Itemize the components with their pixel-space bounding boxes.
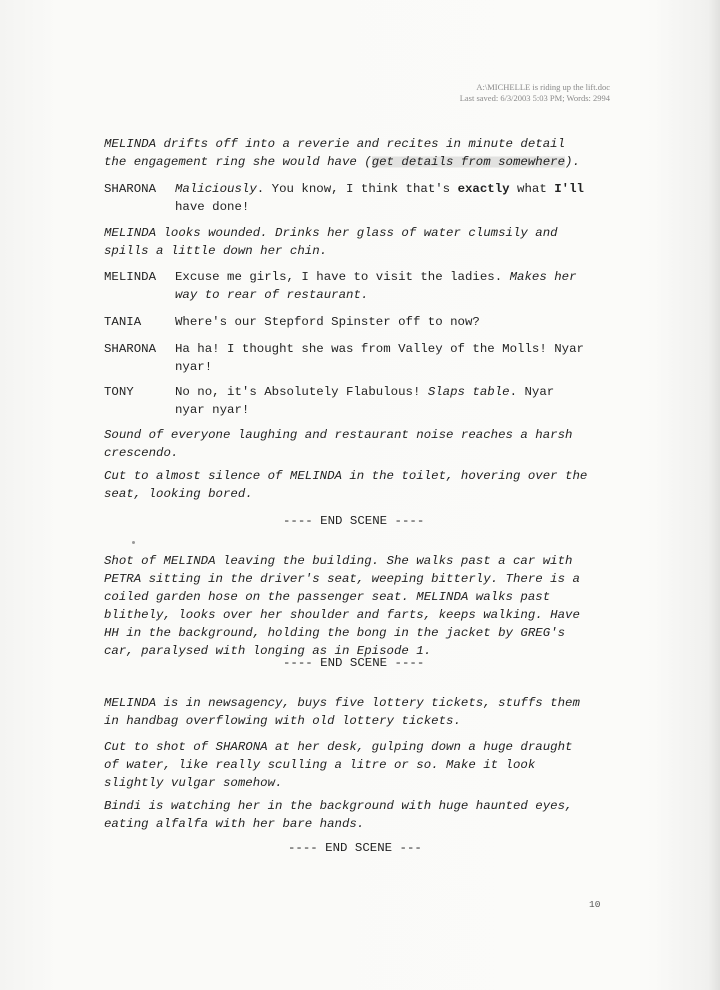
speaker-sharona-2: SHARONA — [104, 342, 157, 356]
page-edge-shadow — [708, 0, 720, 990]
document-page: A:\MICHELLE is riding up the lift.doc Last saved: 6/3/2003 5:03 PM; Words: 2994 MELINDA drifts off into a reverie and recites in minute detail the engagement ring she would have (get details from somewhere). SHARONA Maliciously. You know, I think that's exactly what I'll have done! MELINDA looks wounded. Drinks her glass of water clumsily and spills a little down her chin. MELINDA Excuse me girls, I have to visit the ladies. Makes her way to rear of restaurant. TANIA Where's our Stepford Spinster off to now? SHARONA Ha ha! I thought she was from Valley of the Molls! Nyar nyar! TONY No no, it's Absolutely Flabulous! Slaps table. Nyar nyar nyar! Sound of everyone laughing and restaurant noise reaches a harsh crescendo. Cut to almost silence of MELINDA in the toilet, hovering over the seat, looking bored. ---- END SCENE ---- Shot of MELINDA leaving the building. She walks past a car with PETRA sitting in the driver's seat, weeping bitterly. There is a coiled garden hose on the passenger seat. MELINDA walks past blithely, looks over her shoulder and farts, keeps walking. Have HH in the background, holding the bong in the jacket by GREG's car, paralysed with longing as in Episode 1. ---- END SCENE ---- MELINDA is in newsagency, buys five lottery tickets, stuffs them in handbag overflowing with old lottery tickets. Cut to shot of SHARONA at her desk, gulping down a huge draught of water, like really sculling a litre or so. Make it look slightly vulgar somehow. Bindi is watching her in the background with huge haunted eyes, eating alfalfa with her bare hands. ---- END SCENE --- 10 — [0, 0, 720, 990]
page-number: 10 — [589, 899, 601, 910]
action-paragraph-7: Cut to shot of SHARONA at her desk, gulping down a huge draught of water, like really sculling a litre or so. Make it look slightly vulgar somehow. — [104, 740, 573, 790]
scan-speck — [132, 541, 135, 544]
action-paragraph-5: Shot of MELINDA leaving the building. She walks past a car with PETRA sitting in the driver's seat, weeping bitterly. There is a coiled garden hose on the passenger seat. MELINDA walks past blithely, looks over her shoulder and farts, keeps walking. Have HH in the background, holding the bong in the jacket by GREG's car, paralysed with longing as in Episode 1. — [104, 554, 580, 658]
speaker-sharona: SHARONA — [104, 182, 157, 196]
file-path: A:\MICHELLE is riding up the lift.doc — [476, 82, 610, 92]
highlighted-note: get details from somewhere — [371, 155, 566, 169]
dialogue-tony-1: No no, it's Absolutely Flabulous! Slaps table. Nyar nyar nyar! — [175, 385, 555, 417]
action-paragraph-8: Bindi is watching her in the background with huge haunted eyes, eating alfalfa with her bare hands. — [104, 799, 573, 831]
speaker-tania: TANIA — [104, 315, 142, 329]
speaker-melinda: MELINDA — [104, 270, 157, 284]
speaker-tony: TONY — [104, 385, 134, 399]
file-header — [460, 82, 610, 104]
dialogue-melinda-1: Excuse me girls, I have to visit the ladies. Makes her way to rear of restaurant. — [175, 270, 577, 302]
dialogue-sharona-2: Ha ha! I thought she was from Valley of the Molls! Nyar nyar! — [175, 342, 584, 374]
action-paragraph-6: MELINDA is in newsagency, buys five lottery tickets, stuffs them in handbag overflowing with old lottery tickets. — [104, 696, 580, 728]
action-paragraph-3: Sound of everyone laughing and restaurant noise reaches a harsh crescendo. — [104, 428, 573, 460]
dialogue-sharona-1: Maliciously. You know, I think that's exactly what I'll have done! — [175, 182, 584, 214]
last-saved-info: Last saved: 6/3/2003 5:03 PM; Words: 2994 — [459, 93, 610, 103]
action-paragraph-2: MELINDA looks wounded. Drinks her glass of water clumsily and spills a little down her chin. — [104, 226, 558, 258]
dialogue-tania-1: Where's our Stepford Spinster off to now? — [175, 315, 480, 329]
action-paragraph-1: MELINDA drifts off into a reverie and recites in minute detail the engagement ring she would have (get details from somewhere). — [104, 137, 580, 169]
action-paragraph-4: Cut to almost silence of MELINDA in the toilet, hovering over the seat, looking bored. — [104, 469, 588, 501]
